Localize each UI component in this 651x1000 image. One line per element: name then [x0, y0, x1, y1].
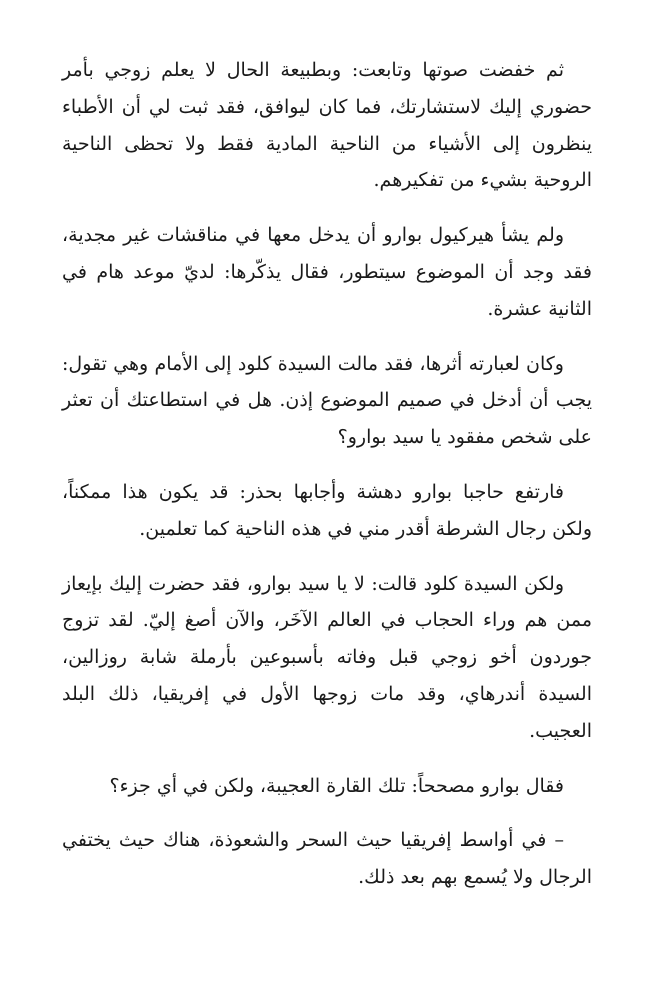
- paragraph: – في أواسط إفريقيا حيث السحر والشعوذة، هناك حيث يختفي الرجال ولا يُسمع بهم بعد ذلك.: [62, 829, 592, 889]
- paragraph: ولم يشأ هيركيول بوارو أن يدخل معها في مناقشات غير مجدية، فقد وجد أن الموضوع سيتطور، فقال يذكّرها: لديّ موعد هام في الثانية عشرة.: [62, 224, 592, 320]
- paragraph: فارتفع حاجبا بوارو دهشة وأجابها بحذر: قد يكون هذا ممكناً، ولكن رجال الشرطة أقدر مني في هذه الناحية كما تعلمين.: [62, 480, 592, 540]
- book-page: [62, 52, 592, 896]
- paragraph: ولكن السيدة كلود قالت: لا يا سيد بوارو، فقد حضرت إليك بإيعاز ممن هم وراء الحجاب في العالم الآخَر، والآن أصغ إليّ. لقد تزوج جوردون أخو زوجي قبل وفاته بأسبوعين بأرملة شابة روزالين، السيدة أندرهاي، وقد مات زوجها الأول في إفريقيا، ذلك البلد العجيب.: [62, 572, 592, 742]
- paragraph: ثم خفضت صوتها وتابعت: وبطبيعة الحال لا يعلم زوجي بأمر حضوري إليك لاستشارتك، فما كان ليوافق، فقد ثبت لي أن الأطباء ينظرون إلى الأشياء من الناحية المادية فقط ولا تحظى الناحية الروحية بشيء من تفكيرهم.: [62, 59, 592, 192]
- paragraph: وكان لعبارته أثرها، فقد مالت السيدة كلود إلى الأمام وهي تقول: يجب أن أدخل في صميم الموضوع إذن. هل في استطاعتك أن تعثر على شخص مفقود يا سيد بوارو؟: [62, 352, 592, 449]
- paragraph: فقال بوارو مصححاً: تلك القارة العجيبة، ولكن في أي جزء؟: [109, 774, 564, 797]
